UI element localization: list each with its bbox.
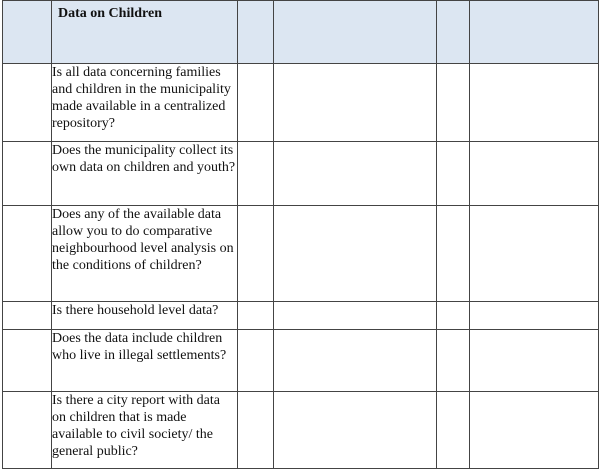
- answer-cell: [238, 330, 274, 392]
- answer-cell: [274, 302, 437, 330]
- question-text: Is there household level data?: [52, 302, 238, 330]
- answer-cell: [238, 392, 274, 469]
- answer-cell: [437, 302, 470, 330]
- table-row: [3, 142, 599, 206]
- blank-cell: [3, 392, 52, 469]
- answer-cell: [274, 330, 437, 392]
- blank-cell: [3, 1, 52, 64]
- question-text: Is all data concerning families and children in the municipality made available in a centralized repository?: [52, 64, 238, 142]
- answer-cell: [238, 206, 274, 302]
- data-on-children-table: [2, 0, 599, 469]
- answer-cell: [470, 64, 599, 142]
- answer-cell: [238, 302, 274, 330]
- answer-cell: [437, 64, 470, 142]
- table-row: [3, 330, 599, 392]
- answer-cell: [470, 206, 599, 302]
- question-text: Is there a city report with data on children that is made available to civil society/ the general public?: [52, 392, 238, 469]
- answer-cell: [437, 392, 470, 469]
- table-row: [3, 206, 599, 302]
- answer-cell: [437, 330, 470, 392]
- answer-cell: [274, 392, 437, 469]
- answer-cell: [470, 392, 599, 469]
- blank-cell: [3, 142, 52, 206]
- blank-cell: [3, 206, 52, 302]
- header-row: [3, 1, 599, 64]
- answer-cell: [274, 142, 437, 206]
- table-row: [3, 392, 599, 469]
- answer-cell: [238, 64, 274, 142]
- question-text: Does the municipality collect its own data on children and youth?: [52, 142, 238, 206]
- answer-cell: [470, 330, 599, 392]
- answer-cell: [274, 64, 437, 142]
- question-text: Does any of the available data allow you to do comparative neighbourhood level analysis on the conditions of children?: [52, 206, 238, 302]
- blank-cell: [3, 330, 52, 392]
- table-row: [3, 64, 599, 142]
- answer-cell: [274, 206, 437, 302]
- answer-cell: [274, 1, 437, 64]
- table-row: [3, 302, 599, 330]
- answer-cell: [470, 1, 599, 64]
- blank-cell: [3, 64, 52, 142]
- question-text: Does the data include children who live in illegal settlements?: [52, 330, 238, 392]
- answer-cell: [437, 1, 470, 64]
- answer-cell: [470, 142, 599, 206]
- answer-cell: [437, 142, 470, 206]
- answer-cell: [238, 142, 274, 206]
- section-header: Data on Children: [52, 1, 238, 64]
- answer-cell: [437, 206, 470, 302]
- answer-cell: [238, 1, 274, 64]
- answer-cell: [470, 302, 599, 330]
- blank-cell: [3, 302, 52, 330]
